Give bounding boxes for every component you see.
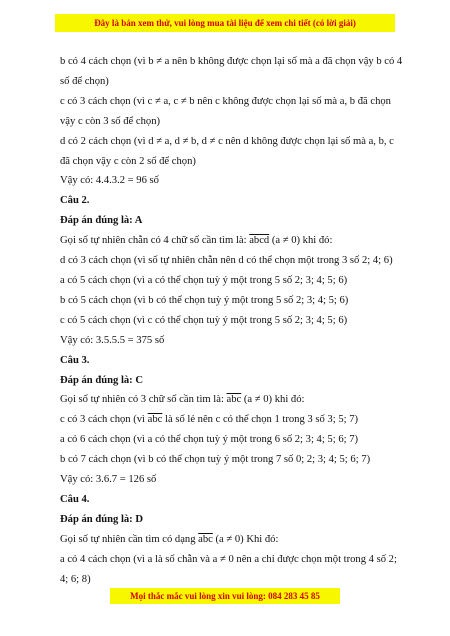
text-line: a có 5 cách chọn (vì a có thể chọn tuỳ ý một trong 5 số 2; 3; 4; 5; 6) [60, 274, 348, 286]
number-notation: $\overline{abc}$ [226, 394, 242, 406]
text-line: 4; 6; 8) [60, 573, 91, 585]
line-text: là số lẻ nên c có thể chọn 1 trong 3 số 3; 5; 7) [165, 414, 359, 426]
answer-heading: Đáp án đúng là: C [60, 374, 144, 386]
intro-text: (a ≠ 0) khi đó: [271, 235, 333, 247]
solution-content [60, 52, 403, 589]
number-notation: $\overline{abc}$ [198, 533, 213, 545]
question-heading: Câu 3. [60, 354, 90, 366]
text-line: a có 6 cách chọn (vì a có thể chọn tuỳ ý một trong 6 số 2; 3; 4; 5; 6; 7) [60, 434, 359, 446]
intro-text: (a ≠ 0) khi đó: [243, 394, 305, 406]
text-line: d có 3 cách chọn (vì số tự nhiên chẵn nên d có thể chọn một trong 3 số 2; 4; 6) [60, 255, 393, 267]
text-line: c có 3 cách chọn (vì c ≠ a, c ≠ b nên c không được chọn lại số mà a, b đã chọn [60, 95, 391, 107]
answer-heading: Đáp án đúng là: D [60, 513, 144, 525]
result-line: Vậy có: 3.6.7 = 126 số [60, 474, 157, 486]
text-line: a có 4 cách chọn (vì a là số chẵn và a ≠ 0 nên a chỉ được chọn một trong 4 số 2; [60, 553, 397, 565]
intro-text: Gọi số tự nhiên có 3 chữ số cần tìm là: [60, 394, 224, 406]
result-line: Vậy có: 3.5.5.5 = 375 số [60, 334, 165, 346]
text-line: vậy c còn 3 số để chọn) [60, 115, 161, 127]
intro-text: (a ≠ 0) Khi đó: [215, 533, 279, 545]
text-line: số để chọn) [60, 75, 109, 87]
contact-footer: Mọi thắc mắc vui lòng xin vui lòng: 084 283 45 85 [110, 588, 340, 604]
result-line: Vậy có: 4.4.3.2 = 96 số [60, 175, 159, 187]
number-notation: $\overline{abc}$ [147, 414, 163, 426]
text-line: đã chọn vậy c còn 2 số để chọn) [60, 155, 196, 167]
text-line [60, 410, 398, 430]
text-line: b có 4 cách chọn (vì b ≠ a nên b không được chọn lại số mà a đã chọn vậy b có 4 [60, 56, 403, 67]
text-line: c có 5 cách chọn (vì c có thể chọn tuỳ ý một trong 5 số 2; 3; 4; 5; 6) [60, 314, 348, 326]
line-text: c có 3 cách chọn (vì [60, 414, 146, 426]
preview-banner: Đây là bản xem thử, vui lòng mua tài liệu để xem chi tiết (có lời giải) [55, 14, 395, 32]
question-heading: Câu 2. [60, 195, 90, 207]
text-line: b có 7 cách chọn (vì b có thể chọn tuỳ ý một trong 7 số 0; 2; 3; 4; 5; 6; 7) [60, 454, 371, 466]
text-line: b có 5 cách chọn (vì b có thể chọn tuỳ ý một trong 5 số 2; 3; 4; 5; 6) [60, 294, 349, 306]
answer-heading: Đáp án đúng là: A [60, 215, 143, 227]
question-heading: Câu 4. [60, 493, 90, 505]
text-line: d có 2 cách chọn (vì d ≠ a, d ≠ b, d ≠ c nên d không được chọn lại số mà a, b, c [60, 135, 394, 147]
number-notation: abcd [249, 235, 270, 247]
intro-text: Gọi số tự nhiên cần tìm có dạng [60, 533, 196, 545]
intro-line [60, 231, 398, 251]
intro-line [60, 390, 398, 410]
intro-line [60, 530, 398, 550]
intro-text: Gọi số tự nhiên chẵn có 4 chữ số cần tìm là: [60, 235, 247, 247]
